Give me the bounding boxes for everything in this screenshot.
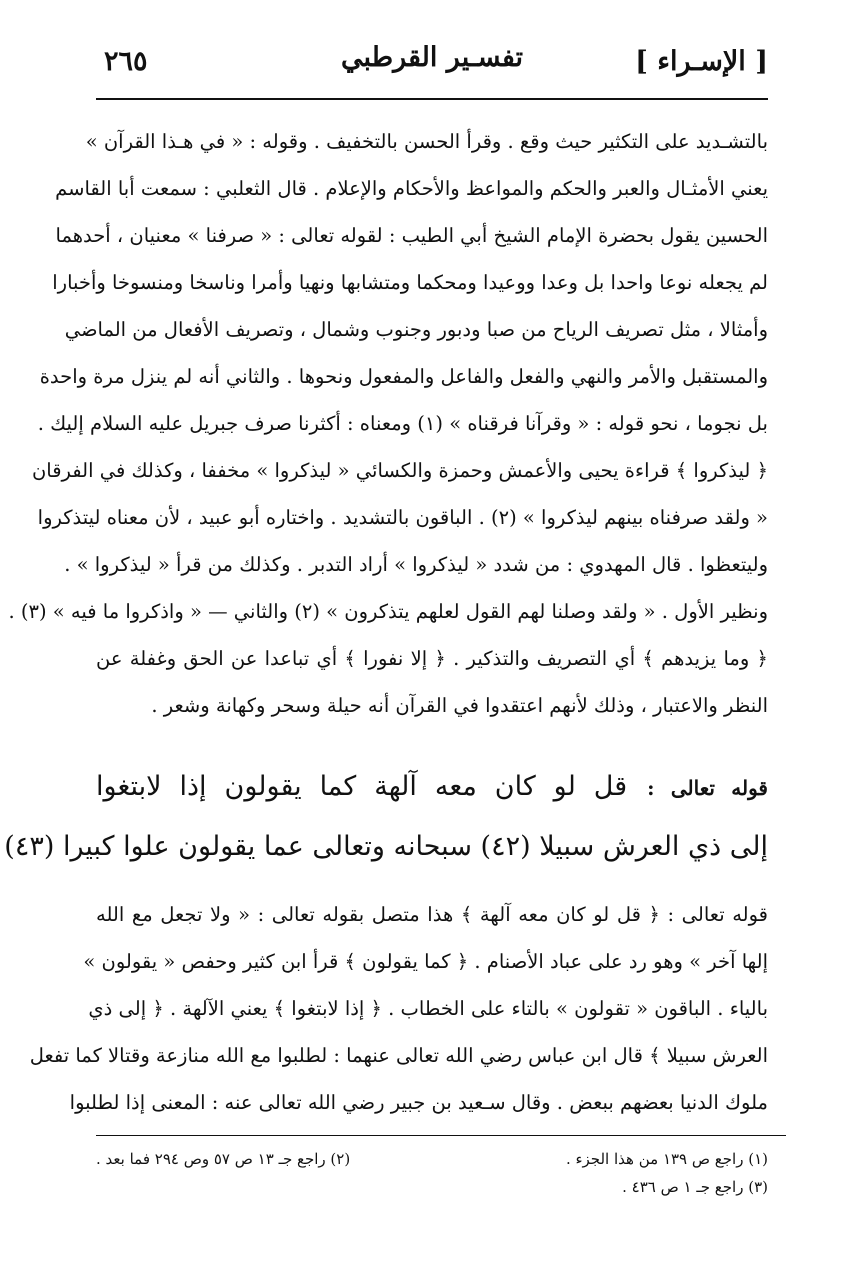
text-line: ونظير الأول . « ولقد وصلنا لهم القول لعلهم يتذكرون » (٢) والثاني — « واذكروا ما فيه » (٣) . [8,600,768,623]
text-line: ﴿ ليذكروا ﴾ قراءة يحيى والأعمش وحمزة والكسائي « ليذكروا » مخففا ، وكذلك في الفرقان [31,459,768,482]
text-line: قوله تعالى : ﴿ قل لو كان معه آلهة ﴾ هذا متصل بقوله تعالى : « ولا تجعل مع الله [96,903,768,926]
footnote-2: (٢) راجع جـ ١٣ ص ٥٧ وص ٢٩٤ فما بعد . [96,1150,351,1168]
footnote-rule [96,1135,786,1136]
text-line: يعني الأمثـال والعبر والحكم والمواعظ والأحكام والإعلام . قال الثعلبي : سمعت أبا القاسم [55,177,768,200]
footnote-row [96,1173,768,1201]
text-line: ملوك الدنيا بعضهم ببعض . وقال سـعيد بن جبير رضي الله تعالى عنه : المعنى إذا لطلبوا [69,1091,768,1114]
footnote-3: (٣) راجع جـ ١ ص ٤٣٦ . [622,1178,768,1196]
header-rule [96,98,768,100]
text-line: بل نجوما ، نحو قوله : « وقرآنا فرقناه » (١) ومعناه : أكثرنا صرف جبريل عليه السلام إليك . [37,412,768,435]
text-line: لم يجعله نوعا واحدا بل وعدا ووعيدا ومحكما ومتشابها ونهيا وأمرا وناسخا ومنسوخا وأخبارا [52,271,768,294]
footnote-1: (١) راجع ص ١٣٩ من هذا الجزء . [565,1150,768,1168]
text-line: « ولقد صرفناه بينهم ليذكروا » (٢) . الباقون بالتشديد . واختاره أبو عبيد ، لأن معناه ليتذكروا [37,506,768,529]
text-line: وأمثالا ، مثل تصريف الرياح من صبا ودبور وجنوب وشمال ، وتصريف الأفعال من الماضي [64,318,768,341]
page-body [4,118,768,1126]
footnote-row [96,1145,768,1173]
verse-text-1: قل لو كان معه آلهة كما يقولون إذا لابتغوا [96,771,628,802]
page-header [96,40,768,92]
quran-verse-block [4,757,768,877]
text-line: وليتعظوا . قال المهدوي : من شدد « ليذكروا » أراد التدبر . وكذلك من قرأ « ليذكروا » . [64,553,768,576]
text-line: العرش سبيلا ﴾ قال ابن عباس رضي الله تعالى عنهما : لطلبوا مع الله منازعة وقتالا كما تفعل [29,1044,768,1067]
verse-intro: قوله تعالى : [647,776,768,800]
text-line: إلها آخر » وهو رد على عباد الأصنام . ﴿ كما يقولون ﴾ قرأ ابن كثير وحفص « يقولون » [83,950,768,973]
verse-line-2: إلى ذي العرش سبيلا (٤٢) سبحانه وتعالى عما يقولون علوا كبيرا (٤٣) [4,831,768,862]
text-line: بالياء . الباقون « تقولون » بالتاء على الخطاب . ﴿ إذا لابتغوا ﴾ يعني الآلهة . ﴿ إلى ذي [88,997,768,1020]
text-line: والمستقبل والأمر والنهي والفعل والفاعل والمفعول ونحوها . والثاني أنه لم ينزل مرة واحدة [39,365,768,388]
verse-line-1 [96,757,768,817]
text-line: الحسين يقول بحضرة الإمام الشيخ أبي الطيب : لقوله تعالى : « صرفنا » معنيان ، أحدهما [55,224,768,247]
footnotes [96,1145,768,1201]
text-line: بالتشـديد على التكثير حيث وقع . وقرأ الحسن بالتخفيف . وقوله : « في هـذا القرآن » [85,130,768,153]
book-title: تفسـير القرطبي [340,42,524,73]
page-number: ٢٦٥ [104,46,148,77]
text-line: ﴿ وما يزيدهم ﴾ أي التصريف والتذكير . ﴿ إلا نفورا ﴾ أي تباعدا عن الحق وغفلة عن [96,647,768,670]
surah-title: [ الإسـراء ] [635,46,768,77]
spacer [96,877,768,891]
text-line: النظر والاعتبار ، وذلك لأنهم اعتقدوا في القرآن أنه حيلة وسحر وكهانة وشعر . [151,694,768,717]
spacer [96,729,768,757]
